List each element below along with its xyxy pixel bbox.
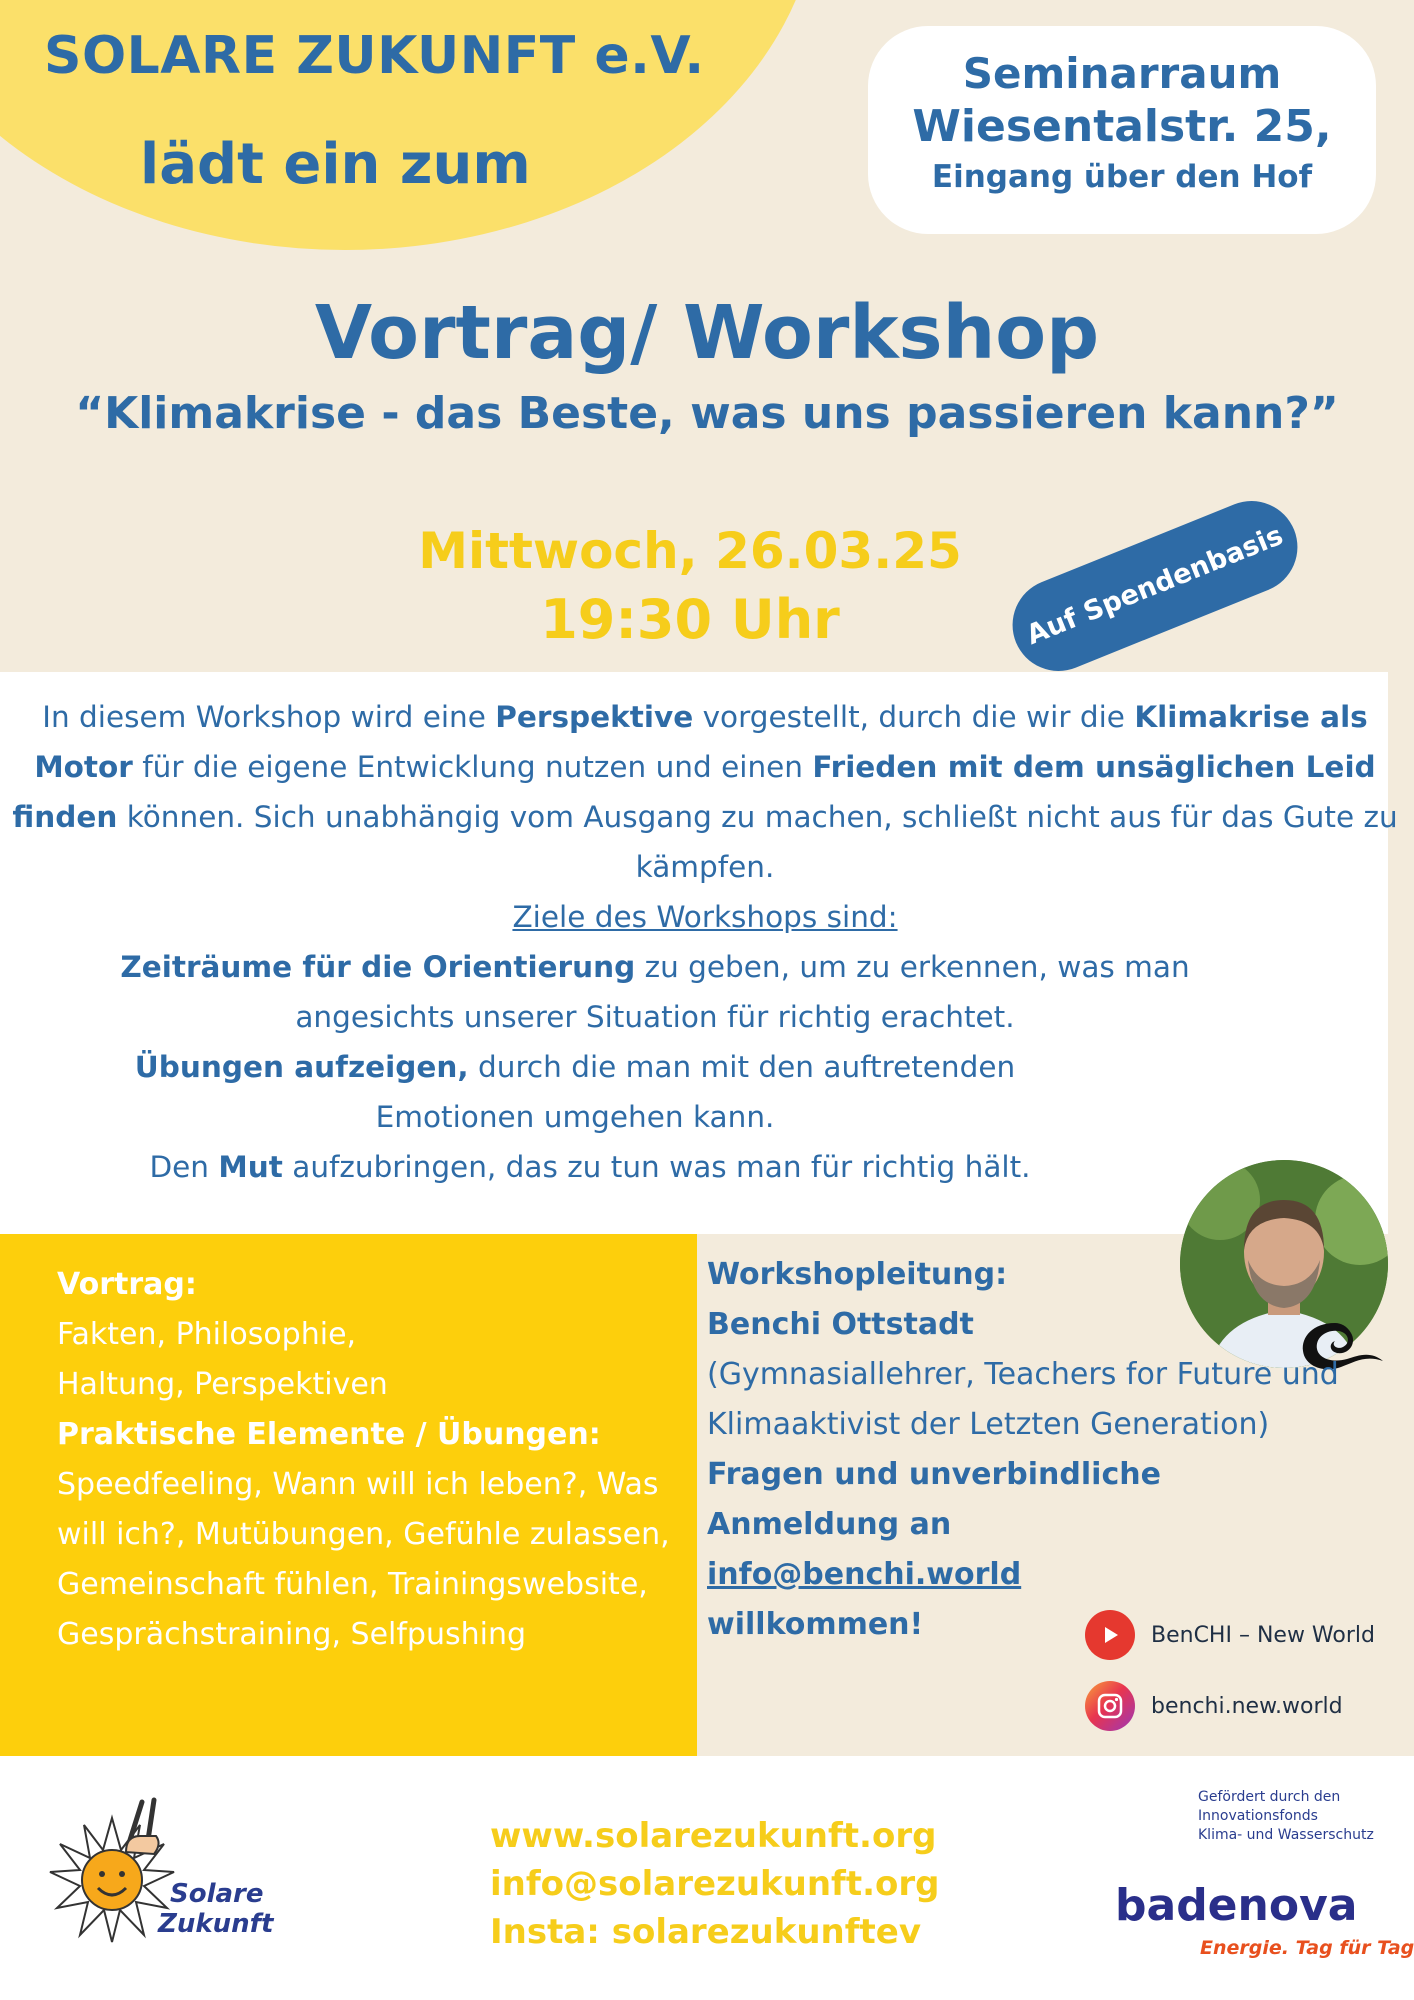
goal-item <box>10 1042 1400 1142</box>
goal-bold: Zeiträume für die Orientierung <box>120 950 636 984</box>
solare-zukunft-logo <box>30 1780 310 1955</box>
description-paragraph <box>10 692 1400 892</box>
footer-contact <box>490 1812 939 1956</box>
instagram-icon <box>1085 1681 1135 1731</box>
venue-entrance: Eingang über den Hof <box>931 159 1313 195</box>
invite-text: lädt ein zum <box>140 132 531 197</box>
leader-email-link[interactable]: info@benchi.world <box>707 1557 1022 1592</box>
footer-insta[interactable]: Insta: solarezukunftev <box>490 1912 922 1952</box>
goal-text: Den <box>149 1150 219 1184</box>
instagram-link[interactable] <box>1085 1681 1343 1731</box>
desc-text-part: In diesem Workshop wird eine <box>42 700 496 734</box>
footer-website-link[interactable]: www.solarezukunft.org <box>490 1816 937 1856</box>
logo-text-solare: Solare <box>170 1879 264 1909</box>
venue-address: Wiesentalstr. 25, <box>912 101 1332 152</box>
desc-bold-part: Klimakrise als Motor <box>34 700 1368 784</box>
event-date: Mittwoch, 26.03.25 <box>418 522 962 580</box>
description-text <box>10 692 1400 1192</box>
funding-note <box>1198 1788 1374 1845</box>
org-name: SOLARE ZUKUNFT e.V. <box>44 26 705 86</box>
event-type: Vortrag/ Workshop <box>314 290 1100 376</box>
sponsor-logo: badenova <box>1115 1880 1358 1931</box>
goal-text: durch die man mit den auftretenden Emotionen umgehen kann. <box>375 1050 1016 1134</box>
desc-bold-part: Perspektive <box>495 700 694 734</box>
venue-room: Seminarraum <box>962 49 1282 98</box>
goal-text: zu geben, um zu erkennen, was man angesichts unserer Situation für richtig erachtet. <box>295 950 1190 1034</box>
funding-line: Gefördert durch den <box>1198 1789 1341 1805</box>
leader-heading: Workshopleitung: <box>707 1257 1008 1292</box>
program-exercise-list: Speedfeeling, Wann will ich leben?, Was will ich?, Mutübungen, Gefühle zulassen, Gemeinschaft fühlen, Trainingswebsite, Gesprächstraining, Selfpushing <box>57 1467 670 1652</box>
logo-text-zukunft: Zukunft <box>158 1909 274 1939</box>
goal-item <box>10 1142 1400 1192</box>
desc-bold-part: Frieden mit dem unsäglichen Leid finden <box>12 750 1376 834</box>
contact-text: Fragen und unverbindliche Anmeldung an <box>707 1457 1161 1542</box>
contact-text: willkommen! <box>707 1607 924 1642</box>
leader-name: Benchi Ottstadt <box>707 1307 974 1342</box>
program-lecture-topics: Fakten, Philosophie, Haltung, Perspektiven <box>57 1317 388 1402</box>
goal-text: aufzubringen, das zu tun was man für richtig hält. <box>282 1150 1031 1184</box>
funding-line: Klima- und Wasserschutz <box>1198 1827 1374 1843</box>
leader-bio: (Gymnasiallehrer, Teachers for Future und Klimaaktivist der Letzten Generation) <box>707 1357 1339 1442</box>
event-time: 19:30 Uhr <box>540 588 840 651</box>
desc-text-part: können. Sich unabhängig vom Ausgang zu machen, schließt nicht aus für das Gute zu kämpfen. <box>117 800 1398 884</box>
donation-badge: Auf Spendenbasis <box>999 487 1312 685</box>
program-heading-exercises: Praktische Elemente / Übungen: <box>57 1417 601 1452</box>
youtube-channel: BenCHI – New World <box>1151 1622 1375 1648</box>
program-text <box>57 1260 687 1660</box>
goal-bold: Mut <box>218 1150 283 1184</box>
instagram-handle: benchi.new.world <box>1151 1693 1343 1719</box>
footer-email-link[interactable]: info@solarezukunft.org <box>490 1864 940 1904</box>
venue-box <box>868 26 1376 234</box>
youtube-icon <box>1085 1610 1135 1660</box>
funding-line: Innovationsfonds <box>1198 1808 1318 1824</box>
desc-text-part: für die eigene Entwicklung nutzen und einen <box>132 750 813 784</box>
sponsor-claim: Energie. Tag für Tag <box>1200 1937 1414 1959</box>
goal-item <box>10 942 1400 1042</box>
youtube-link[interactable] <box>1085 1610 1375 1660</box>
goal-bold: Übungen aufzeigen, <box>134 1050 469 1084</box>
event-title: “Klimakrise - das Beste, was uns passieren kann?” <box>75 388 1339 439</box>
goals-heading: Ziele des Workshops sind: <box>512 900 898 934</box>
desc-text-part: vorgestellt, durch die wir die <box>693 700 1135 734</box>
program-heading-lecture: Vortrag: <box>57 1267 197 1302</box>
leader-info <box>707 1250 1347 1650</box>
